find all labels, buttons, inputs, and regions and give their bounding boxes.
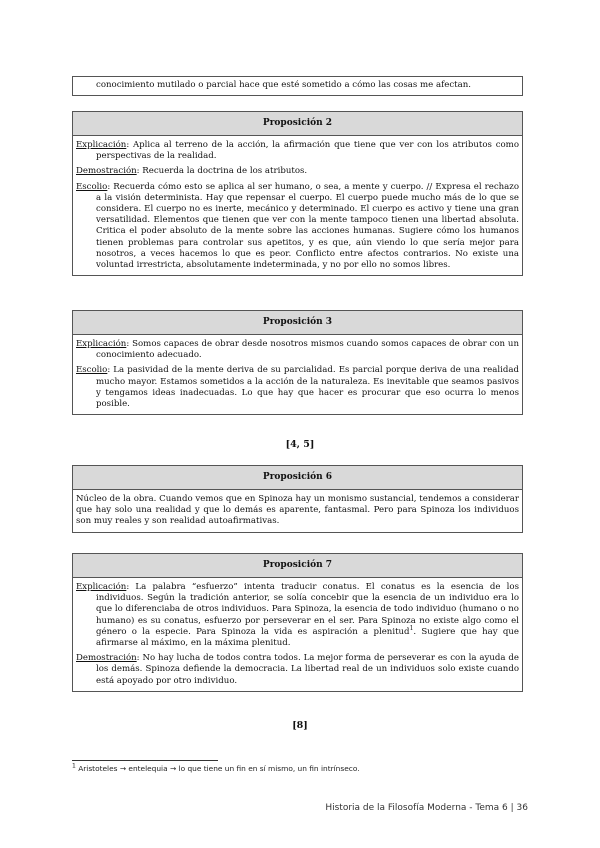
proposition-2-box	[72, 111, 523, 276]
footnote-reference[interactable]: 1	[409, 624, 414, 632]
demostracion-entry	[76, 653, 519, 687]
section-marker: [8]	[292, 720, 308, 731]
proposition-3-box	[72, 310, 523, 415]
demostracion-term: Demostración	[76, 166, 137, 177]
escolio-term: Escolio	[76, 181, 108, 192]
continuation-text: conocimiento mutilado o parcial hace que esté sometido a cómo las cosas me afectan.	[96, 80, 472, 90]
explicacion-text: : Aplica al terreno de la acción, la afirmación que tiene que ver con los atributos como perspectivas de la realidad.	[96, 140, 519, 162]
escolio-entry	[76, 365, 519, 410]
explicacion-entry	[76, 339, 519, 361]
proposition-7-title: Proposición 7	[73, 554, 522, 578]
explicacion-tail: . Sugiere que hay que afirmarse al máximo, en la máxima plenitud.	[96, 626, 519, 649]
continuation-box	[72, 76, 523, 96]
explicacion-entry	[76, 140, 519, 162]
footnote-number: 1	[72, 762, 76, 770]
demostracion-text: : Recuerda la doctrina de los atributos.	[136, 166, 308, 177]
escolio-text: : La pasividad de la mente deriva de su parcialidad. Es parcial porque deriva de una realidad mucho mayor. Estamos sometidos a la acción de la naturaleza. Es inevitable que seamos pasivos y tengamos ideas inadecuadas. Lo que hay que hacer es procurar que eso ocurra lo menos posible.	[96, 365, 519, 410]
escolio-term: Escolio	[76, 365, 108, 376]
demostracion-term: Demostración	[76, 653, 137, 664]
proposition-2-title: Proposición 2	[73, 112, 522, 136]
demostracion-text: : No hay lucha de todos contra todos. La mejor forma de perseverar es con la ayuda de los demás. Spinoza defiende la democracia. La libertad real de un individuos solo existe cuando está apoyado por otro individuo.	[96, 653, 519, 686]
footnote-divider	[72, 760, 218, 761]
explicacion-term: Explicación	[76, 339, 127, 349]
explicacion-term: Explicación	[76, 582, 127, 592]
demostracion-entry	[76, 166, 519, 177]
explicacion-entry	[76, 582, 519, 649]
explicacion-text: : Somos capaces de obrar desde nosotros mismos cuando somos capaces de obrar con un conocimiento adecuado.	[96, 339, 519, 361]
footnote-text: Aristoteles → entelequia → lo que tiene un fin en sí mismo, un fin intrínseco.	[78, 764, 360, 773]
proposition-7-box	[72, 553, 523, 692]
escolio-text: : Recuerda cómo esto se aplica al ser humano, o sea, a mente y cuerpo. // Expresa el rechazo a la visión determinista. Hay que repensar el cuerpo. El cuerpo puede mucho más de lo que se considera. El cuerpo no es inerte, mecánico y determinado. El cuerpo es activo y tiene una gran versatilidad. Elementos que tienen que ver con la mente tampoco tienen una libertad absoluta. Critica el poder absoluto de la mente sobre las acciones humanas. Sugiere cómo los humanos tienen problemas para controlar sus apetitos, y es que, aún viendo lo que sería mejor para nosotros, a veces hacemos lo que es peor. Conflicto entre afectos contrarios. No existe una voluntad irrestricta, absolutamente indeterminada, y no por ello no somos libres.	[96, 181, 519, 271]
explicacion-text: : La palabra “esfuerzo” intenta traducir conatus. El conatus es la esencia de los individuos. Según la tradición anterior, se solía concebir que la esencia de un individuo era lo que lo diferenciaba de otros individuos. Para Spinoza, la esencia de todo individuo (humano o no humano) es su conatus, esfuerzo por perseverar en el ser. Para Spinoza no existe algo como el género o la especie. Para Spinoza la vida es aspiración a plenitud	[96, 582, 519, 637]
page-footer: Historia de la Filosofía Moderna - Tema 6 | 36	[325, 803, 528, 813]
footnote	[72, 764, 360, 773]
proposition-6-text: Núcleo de la obra. Cuando vemos que en Spinoza hay un monismo sustancial, tendemos a considerar que hay solo una realidad y que lo demás es aparente, fantasmal. Pero para Spinoza los individuos son muy reales y son realidad autoafirmativas.	[76, 494, 519, 527]
section-marker: [4, 5]	[285, 439, 315, 450]
explicacion-term: Explicación	[76, 140, 127, 150]
proposition-3-title: Proposición 3	[73, 311, 522, 335]
proposition-6-box	[72, 465, 523, 533]
proposition-6-title: Proposición 6	[73, 466, 522, 490]
escolio-entry	[76, 182, 519, 272]
